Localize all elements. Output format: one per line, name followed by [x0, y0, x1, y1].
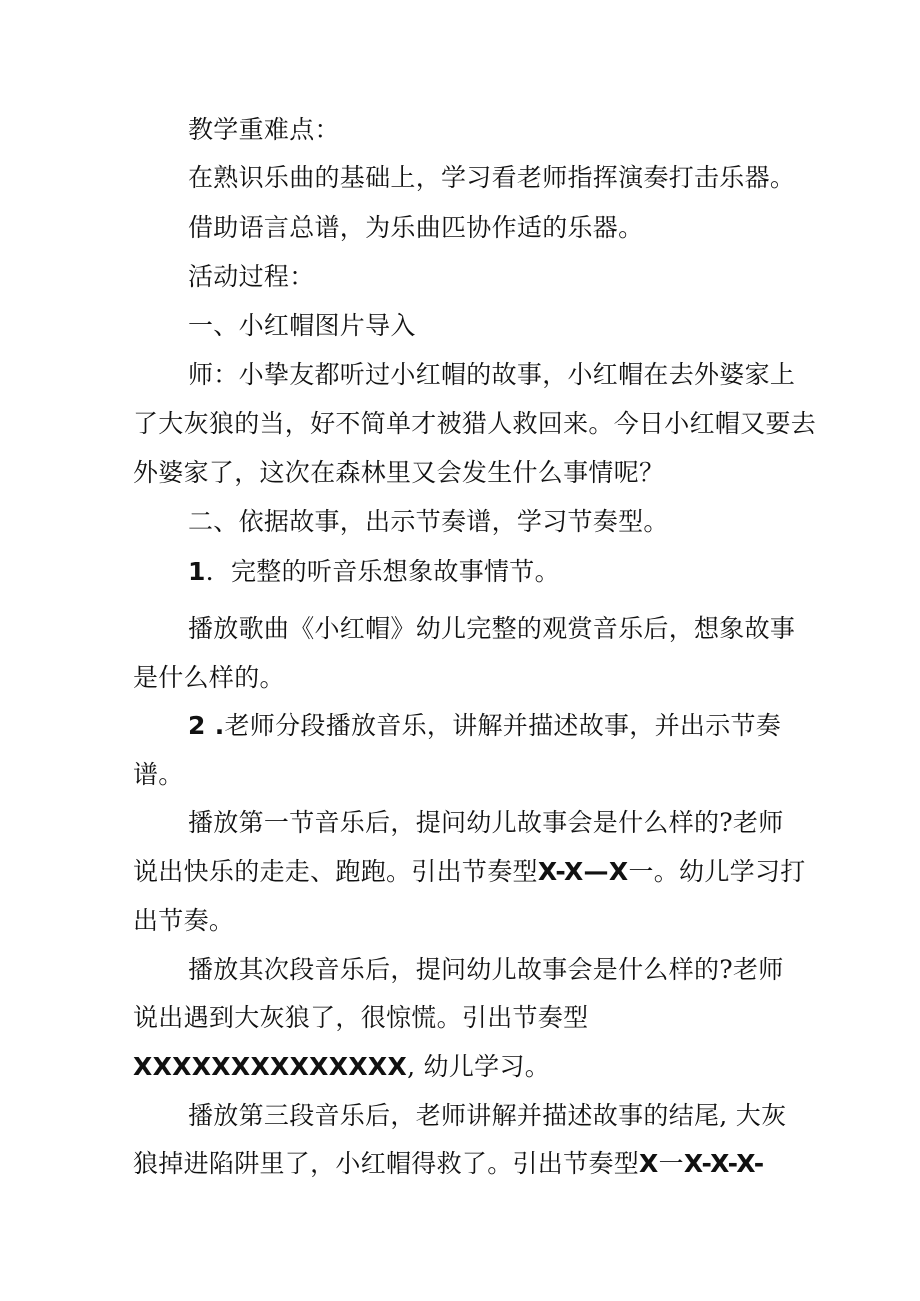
paragraph-line: 外婆家了，这次在森林里又会发生什么事情呢？	[133, 458, 665, 487]
paragraph-line: 借助语言总谱，为乐曲匹协作适的乐器。	[188, 213, 644, 242]
paragraph-line: 播放其次段音乐后，提问幼儿故事会是什么样的?老师	[188, 955, 784, 984]
step-heading: 2 .老师分段播放音乐，讲解并描述故事，并出示节奏	[188, 711, 782, 740]
paragraph-line: 了大灰狼的当，好不简单才被猎人救回来。今日小红帽又要去	[133, 409, 817, 438]
step-heading: 1．完整的听音乐想象故事情节。	[188, 557, 560, 586]
paragraph-line: 播放第三段音乐后，老师讲解并描述故事的结尾, 大灰	[188, 1101, 787, 1130]
rhythm-pattern: X-X-X-	[683, 1149, 765, 1178]
step-number: 1	[188, 557, 206, 586]
paragraph-line: 播放歌曲《小红帽》幼儿完整的观赏音乐后，想象故事	[188, 614, 796, 643]
paragraph-line: 是什么样的。	[133, 663, 285, 692]
step-number: 2 .	[188, 711, 225, 740]
paragraph-line: 师：小挚友都听过小红帽的故事，小红帽在去外婆家上	[188, 360, 796, 389]
paragraph-line: 狼掉进陷阱里了，小红帽得救了。引出节奏型X一X-X-X-	[133, 1149, 765, 1178]
section-heading: 二、依据故事，出示节奏谱，学习节奏型。	[188, 507, 669, 536]
section-heading: 一、小红帽图片导入	[188, 311, 416, 340]
heading-key-points: 教学重难点：	[188, 115, 340, 144]
paragraph-line: 播放第一节音乐后，提问幼儿故事会是什么样的?老师	[188, 808, 784, 837]
rhythm-pattern: XXXXXXXXXXXXXX	[133, 1052, 408, 1081]
heading-activity-process: 活动过程：	[188, 262, 315, 291]
paragraph-line: 在熟识乐曲的基础上，学习看老师指挥演奏打击乐器。	[188, 163, 796, 192]
paragraph-line: 说出快乐的走走、跑跑。引出节奏型X-X—X一。幼儿学习打	[133, 857, 806, 886]
paragraph-line: 谱。	[133, 760, 184, 789]
paragraph-line: 出节奏。	[133, 906, 235, 935]
rhythm-pattern: X-X—X	[537, 857, 629, 886]
paragraph-line: 说出遇到大灰狼了，很惊慌。引出节奏型	[133, 1003, 589, 1032]
rhythm-pattern: X	[639, 1149, 659, 1178]
paragraph-line: XXXXXXXXXXXXXX, 幼儿学习。	[133, 1052, 551, 1081]
